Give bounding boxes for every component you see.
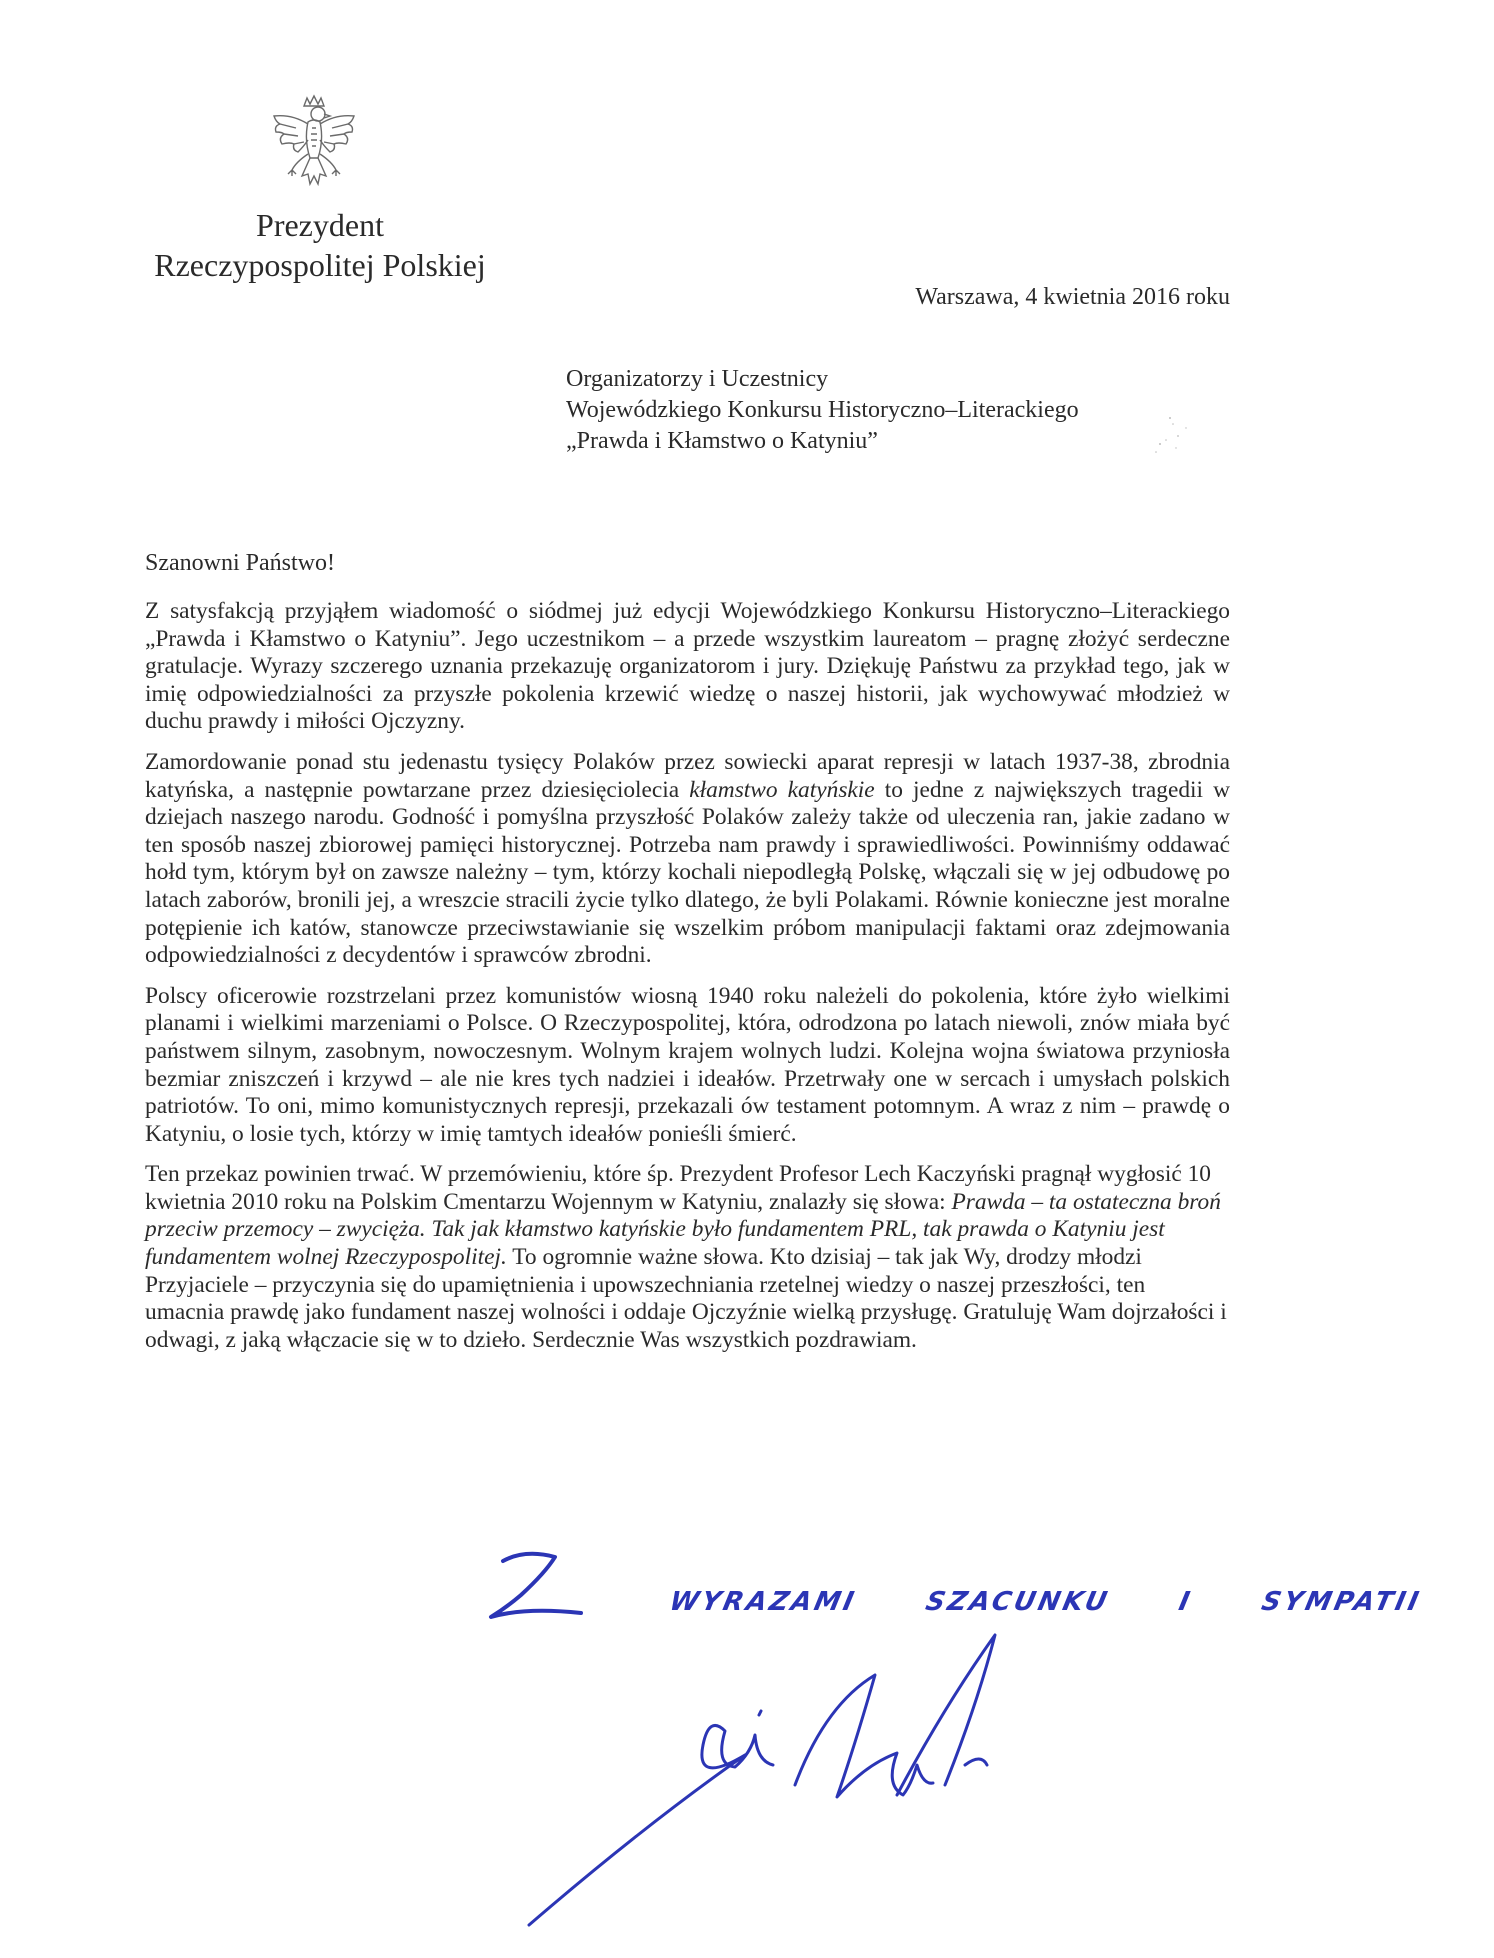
letter-body (145, 598, 1230, 1367)
addressee-line: Wojewódzkiego Konkursu Historyczno–Literackiego (566, 397, 1079, 423)
handwritten-word: SZACUNKU (922, 1587, 1113, 1617)
paragraph: Polscy oficerowie rozstrzelani przez komunistów wiosną 1940 roku należeli do pokolenia, które żyło wielkimi planami i wielkimi marzeniami o Polsce. O Rzeczypospolitej, która, odrodzona po latach niewoli, znów miała być państwem silnym, zasobnym, nowoczesnym. Wolnym krajem wolnych ludzi. Kolejna wojna światowa przyniosła bezmiar zniszczeń i krzywd – ale nie kres tych nadziei i ideałów. Przetrwały one w sercach i umysłach polskich patriotów. To oni, mimo komunistycznych represji, przekazali ów testament potomnym. A wraz z nim – prawdę o Katyniu, o losie tych, którzy w imię tamtych ideałów ponieśli śmierć. (145, 982, 1230, 1147)
handwritten-word: WYRAZAMI (666, 1587, 860, 1617)
handwritten-word: I (1176, 1587, 1196, 1617)
addressee-line: „Prawda i Kłamstwo o Katyniu” (566, 428, 878, 454)
paragraph (145, 749, 1230, 970)
signature (525, 1635, 1285, 1925)
paragraph-text: To ogromnie ważne słowa. Kto dzisiaj – tak jak Wy, drodzy młodzi Przyjaciele – przyczynia się do upamiętnienia i upowszechniania rzetelnej wiedzy o naszej przeszłości, ten umacnia prawdę jako fundament naszej wolności i oddaje Ojczyźnie wielką przysługę. Gratuluję Wam dojrzałości i odwagi, z jaką włączacie się w to dzieło. Serdecznie Was wszystkich pozdrawiam. (145, 1244, 1227, 1353)
paragraph: Z satysfakcją przyjąłem wiadomość o siódmej już edycji Wojewódzkiego Konkursu Historyczno–Literackiego „Prawda i Kłamstwo o Katyniu”. Jego uczestnikom – a przede wszystkim laureatom – pragnę złożyć serdeczne gratulacje. Wyrazy szczerego uznania przekazuję organizatorom i jury. Dziękuję Państwu za przykład tego, jak w imię odpowiedzialności za przyszłe pokolenia krzewić wiedzę o naszej historii, jak wychowywać młodzież w duchu prawdy i miłości Ojczyzny. (145, 598, 1230, 735)
handwritten-z-letter (485, 1545, 595, 1625)
addressee-block (566, 364, 1206, 457)
paragraph-text: Ten przekaz powinien trwać. W przemówieniu, które śp. Prezydent Profesor Lech Kaczyński pragnął wygłosić 10 kwietnia 2010 roku na Polskim Cmentarzu Wojennym w Katyniu, znalazły się słowa: (145, 1161, 1211, 1215)
paragraph (145, 1161, 1230, 1354)
paper-speck-marks (1120, 410, 1210, 480)
handwritten-words (667, 1587, 1494, 1617)
letterhead-title: Prezydent (256, 207, 384, 243)
polish-eagle-emblem-icon (266, 92, 362, 200)
letterhead-subtitle: Rzeczypospolitej Polskiej (154, 247, 486, 283)
letterhead (120, 205, 520, 285)
greeting: Szanowni Państwo! (145, 550, 335, 576)
paragraph-italic-text: Prawda – ta ostateczna broń przeciw przemocy – zwycięża. Tak jak kłamstwo katyńskie było fundamentem PRL, tak prawda o Katyniu jest fundamentem wolnej Rzeczypospolitej. (145, 1188, 1221, 1271)
paragraph-text: to jedne z największych tragedii w dziejach naszego narodu. Godność i pomyślna przyszłość Polaków zależy także od uleczenia ran, jakie zadano w ten sposób naszej zbiorowej pamięci historycznej. Potrzeba nam prawdy i sprawiedliwości. Powinniśmy oddawać hołd tym, którym był on zawsze należny – tym, którzy kochali niepodległą Polskę, włączali się w jej odbudowę po latach zaborów, bronili jej, a wreszcie stracili życie tylko dlatego, że byli Polakami. Równie konieczne jest moralne potępienie ich katów, stanowcze przeciwstawianie się wszelkim próbom manipulacji faktami oraz zdejmowania odpowiedzialności z decydentów i sprawców zbrodni. (145, 776, 1230, 969)
paragraph-text: Zamordowanie ponad stu jedenastu tysięcy Polaków przez sowiecki aparat represji w latach 1937-38, zbrodnia katyńska, a następnie powtarzane przez dziesięciolecia (145, 748, 1230, 803)
paragraph-italic-text: kłamstwo katyńskie (689, 776, 875, 803)
handwritten-word: SYMPATII (1258, 1587, 1425, 1617)
addressee-line: Organizatorzy i Uczestnicy (566, 366, 829, 392)
handwritten-closing (485, 1535, 1425, 1935)
letter-date: Warszawa, 4 kwietnia 2016 roku (915, 284, 1230, 310)
